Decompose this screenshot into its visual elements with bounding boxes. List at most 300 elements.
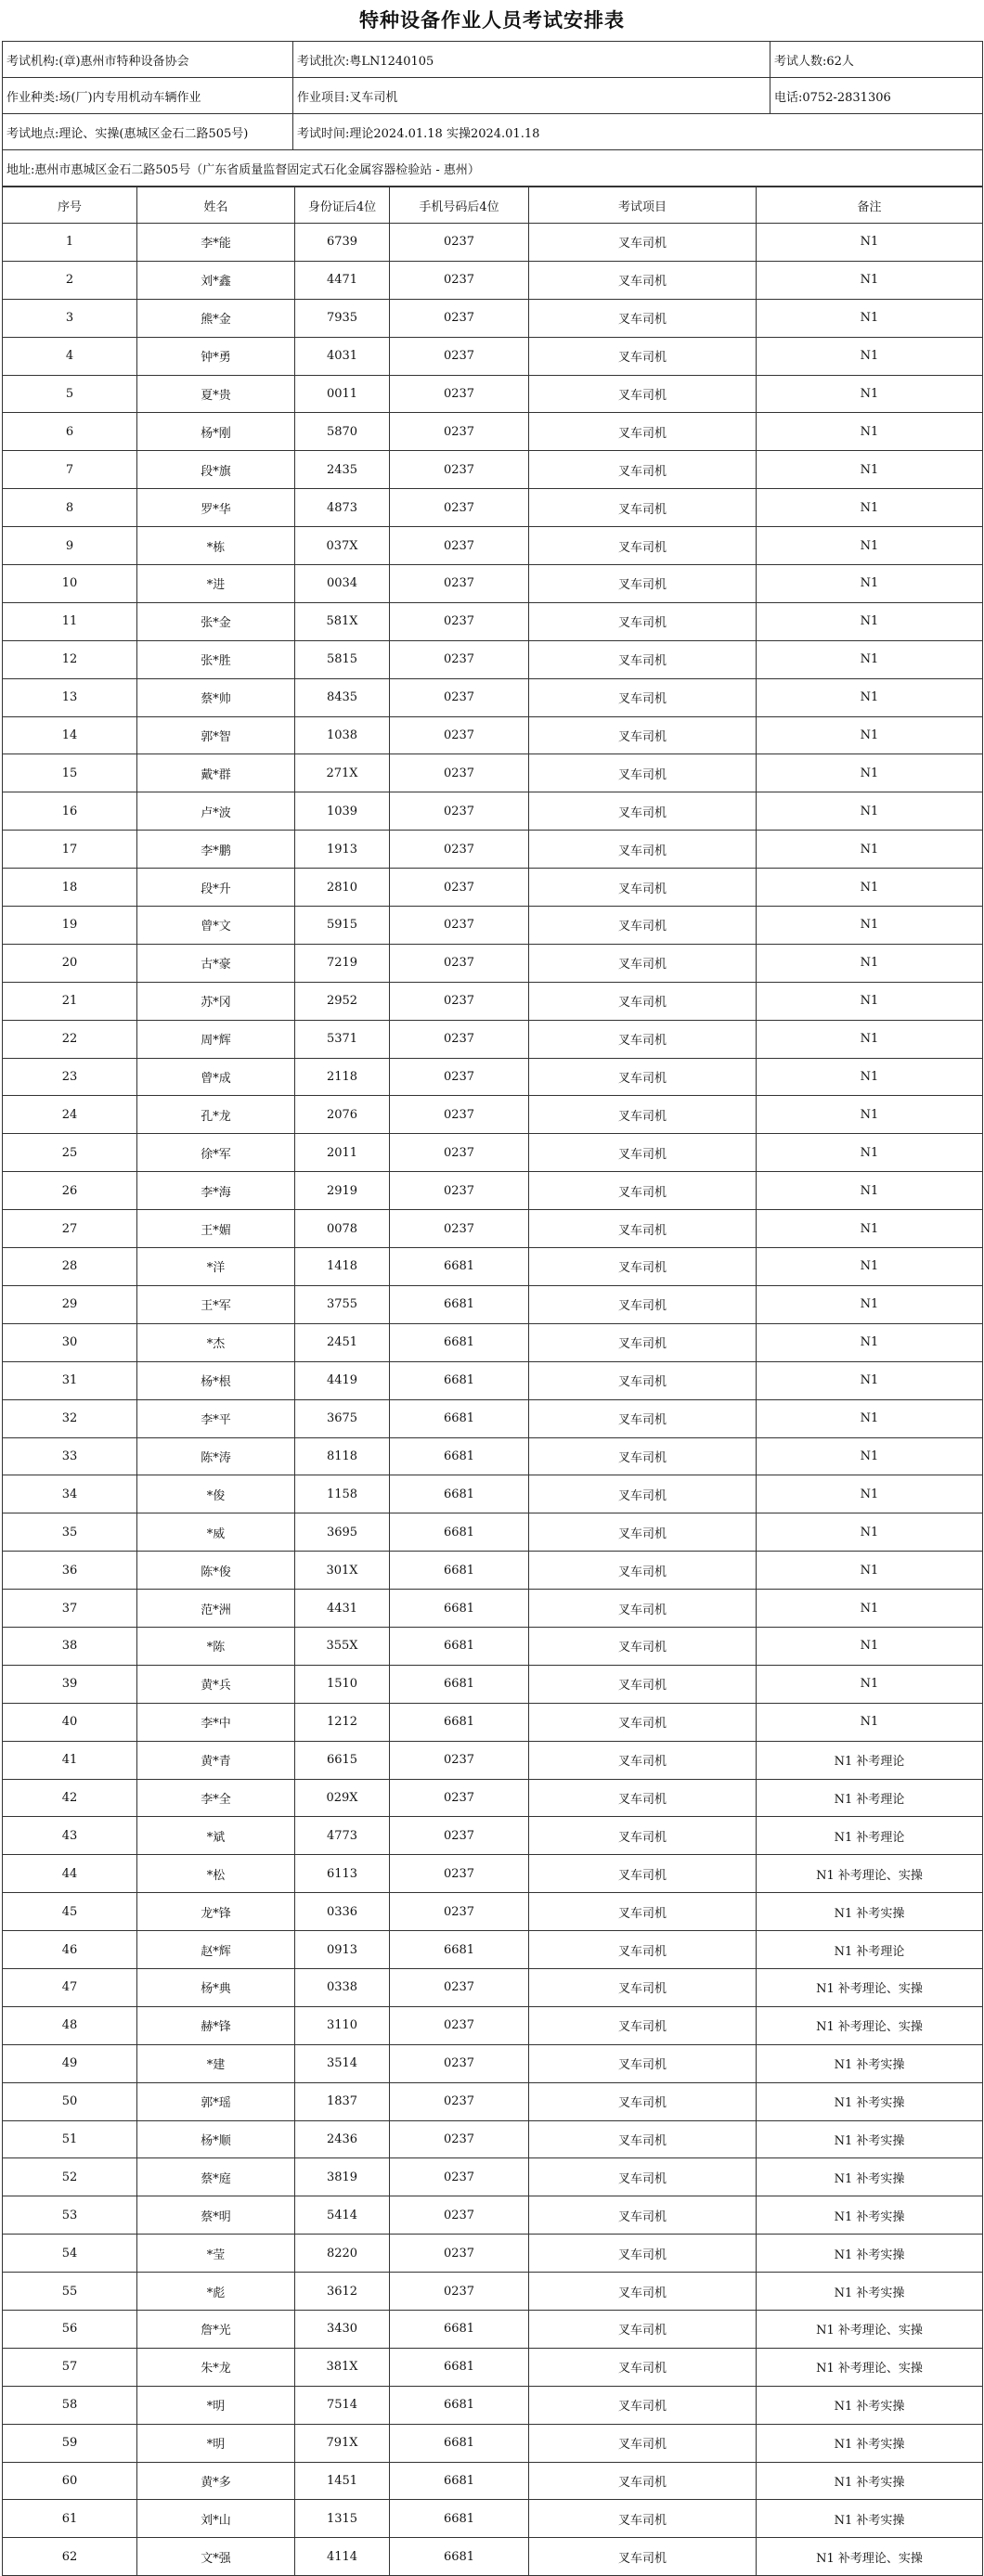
cell-phone-last4: 6681 bbox=[390, 1931, 529, 1969]
cell-exam-item: 叉车司机 bbox=[529, 2424, 757, 2462]
cell-seq: 33 bbox=[3, 1437, 137, 1475]
cell-remark: N1 bbox=[757, 1513, 983, 1552]
table-row bbox=[3, 1134, 983, 1172]
cell-phone-last4: 0237 bbox=[390, 982, 529, 1020]
cell-seq: 42 bbox=[3, 1779, 137, 1817]
cell-exam-item: 叉车司机 bbox=[529, 1855, 757, 1893]
cell-seq: 43 bbox=[3, 1817, 137, 1855]
cell-name: 刘*鑫 bbox=[137, 261, 295, 299]
table-row bbox=[3, 375, 983, 413]
cell-exam-item: 叉车司机 bbox=[529, 2120, 757, 2158]
header-remark: 备注 bbox=[757, 187, 983, 224]
table-row bbox=[3, 2120, 983, 2158]
cell-name: *明 bbox=[137, 2424, 295, 2462]
cell-name: 李*海 bbox=[137, 1172, 295, 1210]
cell-exam-item: 叉车司机 bbox=[529, 1361, 757, 1399]
cell-remark: N1 bbox=[757, 1552, 983, 1590]
cell-exam-item: 叉车司机 bbox=[529, 2235, 757, 2273]
table-row bbox=[3, 1741, 983, 1779]
cell-seq: 59 bbox=[3, 2424, 137, 2462]
table-row bbox=[3, 451, 983, 489]
cell-id-last4: 5414 bbox=[295, 2196, 390, 2235]
table-row bbox=[3, 1210, 983, 1248]
cell-name: 熊*金 bbox=[137, 299, 295, 337]
table-row bbox=[3, 678, 983, 716]
cell-phone-last4: 0237 bbox=[390, 2082, 529, 2120]
cell-id-last4: 4873 bbox=[295, 489, 390, 527]
cell-phone-last4: 0237 bbox=[390, 678, 529, 716]
cell-name: *洋 bbox=[137, 1248, 295, 1286]
exam-batch: 考试批次:粤LN1240105 bbox=[293, 42, 770, 78]
cell-phone-last4: 0237 bbox=[390, 1058, 529, 1096]
cell-phone-last4: 6681 bbox=[390, 1627, 529, 1665]
cell-seq: 14 bbox=[3, 716, 137, 754]
cell-exam-item: 叉车司机 bbox=[529, 451, 757, 489]
exam-time: 考试时间:理论2024.01.18 实操2024.01.18 bbox=[293, 114, 983, 150]
cell-phone-last4: 0237 bbox=[390, 754, 529, 792]
cell-id-last4: 5371 bbox=[295, 1020, 390, 1058]
cell-phone-last4: 6681 bbox=[390, 1590, 529, 1628]
cell-seq: 60 bbox=[3, 2462, 137, 2500]
cell-id-last4: 4773 bbox=[295, 1817, 390, 1855]
cell-remark: N1 bbox=[757, 489, 983, 527]
cell-phone-last4: 0237 bbox=[390, 337, 529, 375]
cell-remark: N1 bbox=[757, 1285, 983, 1323]
table-row bbox=[3, 1968, 983, 2006]
cell-id-last4: 5870 bbox=[295, 413, 390, 451]
cell-name: 赵*辉 bbox=[137, 1931, 295, 1969]
table-row bbox=[3, 716, 983, 754]
cell-id-last4: 0011 bbox=[295, 375, 390, 413]
cell-seq: 27 bbox=[3, 1210, 137, 1248]
table-row bbox=[3, 1437, 983, 1475]
cell-name: 孔*龙 bbox=[137, 1096, 295, 1134]
table-row bbox=[3, 1475, 983, 1513]
page-title: 特种设备作业人员考试安排表 bbox=[359, 8, 625, 32]
cell-name: *明 bbox=[137, 2386, 295, 2424]
header-exam-item: 考试项目 bbox=[529, 187, 757, 224]
table-row bbox=[3, 754, 983, 792]
info-row bbox=[3, 42, 983, 78]
cell-name: 曾*文 bbox=[137, 907, 295, 945]
cell-seq: 34 bbox=[3, 1475, 137, 1513]
cell-phone-last4: 0237 bbox=[390, 869, 529, 907]
cell-id-last4: 1212 bbox=[295, 1703, 390, 1741]
cell-phone-last4: 0237 bbox=[390, 716, 529, 754]
cell-id-last4: 7219 bbox=[295, 944, 390, 982]
cell-name: 龙*锋 bbox=[137, 1893, 295, 1931]
cell-phone-last4: 0237 bbox=[390, 907, 529, 945]
cell-id-last4: 3514 bbox=[295, 2044, 390, 2082]
cell-remark: N1 bbox=[757, 224, 983, 262]
cell-remark: N1 bbox=[757, 1665, 983, 1703]
cell-id-last4: 1913 bbox=[295, 831, 390, 869]
table-row bbox=[3, 1703, 983, 1741]
cell-id-last4: 2919 bbox=[295, 1172, 390, 1210]
cell-exam-item: 叉车司机 bbox=[529, 2310, 757, 2348]
cell-id-last4: 6615 bbox=[295, 1741, 390, 1779]
cell-seq: 11 bbox=[3, 602, 137, 640]
cell-exam-item: 叉车司机 bbox=[529, 2500, 757, 2538]
cell-remark: N1 bbox=[757, 1020, 983, 1058]
table-row bbox=[3, 1361, 983, 1399]
cell-name: 黄*多 bbox=[137, 2462, 295, 2500]
cell-exam-item: 叉车司机 bbox=[529, 261, 757, 299]
cell-name: 曾*成 bbox=[137, 1058, 295, 1096]
cell-seq: 36 bbox=[3, 1552, 137, 1590]
cell-seq: 44 bbox=[3, 1855, 137, 1893]
cell-remark: N1 bbox=[757, 1134, 983, 1172]
cell-remark: N1 补考理论、实操 bbox=[757, 2348, 983, 2386]
cell-remark: N1 补考实操 bbox=[757, 2044, 983, 2082]
cell-id-last4: 1837 bbox=[295, 2082, 390, 2120]
cell-exam-item: 叉车司机 bbox=[529, 2538, 757, 2576]
table-header-row bbox=[3, 187, 983, 224]
cell-phone-last4: 6681 bbox=[390, 1703, 529, 1741]
table-row bbox=[3, 1590, 983, 1628]
cell-name: 郭*智 bbox=[137, 716, 295, 754]
cell-phone-last4: 6681 bbox=[390, 1361, 529, 1399]
cell-remark: N1 bbox=[757, 451, 983, 489]
table-row bbox=[3, 565, 983, 603]
cell-phone-last4: 0237 bbox=[390, 489, 529, 527]
cell-seq: 2 bbox=[3, 261, 137, 299]
cell-remark: N1 补考实操 bbox=[757, 2462, 983, 2500]
cell-name: 朱*龙 bbox=[137, 2348, 295, 2386]
cell-phone-last4: 6681 bbox=[390, 1248, 529, 1286]
cell-id-last4: 2952 bbox=[295, 982, 390, 1020]
work-project: 作业项目:叉车司机 bbox=[293, 78, 770, 114]
cell-id-last4: 3819 bbox=[295, 2158, 390, 2196]
cell-exam-item: 叉车司机 bbox=[529, 2273, 757, 2311]
cell-id-last4: 0078 bbox=[295, 1210, 390, 1248]
cell-name: 杨*典 bbox=[137, 1968, 295, 2006]
cell-name: 李*中 bbox=[137, 1703, 295, 1741]
cell-exam-item: 叉车司机 bbox=[529, 2006, 757, 2044]
cell-exam-item: 叉车司机 bbox=[529, 1590, 757, 1628]
cell-id-last4: 8435 bbox=[295, 678, 390, 716]
cell-id-last4: 4419 bbox=[295, 1361, 390, 1399]
cell-name: 戴*群 bbox=[137, 754, 295, 792]
cell-name: 李*平 bbox=[137, 1399, 295, 1437]
cell-seq: 22 bbox=[3, 1020, 137, 1058]
cell-exam-item: 叉车司机 bbox=[529, 831, 757, 869]
cell-id-last4: 0338 bbox=[295, 1968, 390, 2006]
cell-seq: 46 bbox=[3, 1931, 137, 1969]
exam-org: 考试机构:(章)惠州市特种设备协会 bbox=[3, 42, 293, 78]
table-row bbox=[3, 944, 983, 982]
cell-seq: 4 bbox=[3, 337, 137, 375]
cell-id-last4: 5915 bbox=[295, 907, 390, 945]
table-row bbox=[3, 1552, 983, 1590]
cell-phone-last4: 0237 bbox=[390, 2044, 529, 2082]
cell-remark: N1 bbox=[757, 944, 983, 982]
cell-seq: 62 bbox=[3, 2538, 137, 2576]
cell-name: 黄*兵 bbox=[137, 1665, 295, 1703]
cell-exam-item: 叉车司机 bbox=[529, 1058, 757, 1096]
cell-seq: 9 bbox=[3, 527, 137, 565]
cell-exam-item: 叉车司机 bbox=[529, 1552, 757, 1590]
cell-remark: N1 bbox=[757, 982, 983, 1020]
cell-remark: N1 bbox=[757, 1475, 983, 1513]
cell-phone-last4: 6681 bbox=[390, 1475, 529, 1513]
cell-exam-item: 叉车司机 bbox=[529, 1893, 757, 1931]
cell-name: *莹 bbox=[137, 2235, 295, 2273]
cell-exam-item: 叉车司机 bbox=[529, 1741, 757, 1779]
cell-remark: N1 补考理论 bbox=[757, 1817, 983, 1855]
cell-id-last4: 6113 bbox=[295, 1855, 390, 1893]
cell-phone-last4: 6681 bbox=[390, 1399, 529, 1437]
cell-phone-last4: 0237 bbox=[390, 1134, 529, 1172]
cell-seq: 35 bbox=[3, 1513, 137, 1552]
cell-exam-item: 叉车司机 bbox=[529, 907, 757, 945]
cell-name: *杰 bbox=[137, 1323, 295, 1361]
cell-id-last4: 0034 bbox=[295, 565, 390, 603]
cell-phone-last4: 6681 bbox=[390, 2538, 529, 2576]
cell-seq: 38 bbox=[3, 1627, 137, 1665]
cell-seq: 47 bbox=[3, 1968, 137, 2006]
cell-phone-last4: 0237 bbox=[390, 299, 529, 337]
table-row bbox=[3, 489, 983, 527]
cell-id-last4: 8118 bbox=[295, 1437, 390, 1475]
cell-phone-last4: 0237 bbox=[390, 451, 529, 489]
cell-name: 杨*根 bbox=[137, 1361, 295, 1399]
cell-remark: N1 补考实操 bbox=[757, 2082, 983, 2120]
table-row bbox=[3, 2386, 983, 2424]
cell-id-last4: 2810 bbox=[295, 869, 390, 907]
cell-name: 段*升 bbox=[137, 869, 295, 907]
table-row bbox=[3, 1665, 983, 1703]
info-row bbox=[3, 150, 983, 187]
cell-exam-item: 叉车司机 bbox=[529, 1399, 757, 1437]
cell-seq: 61 bbox=[3, 2500, 137, 2538]
cell-id-last4: 791X bbox=[295, 2424, 390, 2462]
table-row bbox=[3, 261, 983, 299]
cell-name: 陈*俊 bbox=[137, 1552, 295, 1590]
cell-phone-last4: 0237 bbox=[390, 640, 529, 678]
cell-name: 赫*锋 bbox=[137, 2006, 295, 2044]
cell-id-last4: 2435 bbox=[295, 451, 390, 489]
table-row bbox=[3, 2348, 983, 2386]
cell-remark: N1 bbox=[757, 299, 983, 337]
cell-id-last4: 0336 bbox=[295, 1893, 390, 1931]
cell-exam-item: 叉车司机 bbox=[529, 299, 757, 337]
cell-exam-item: 叉车司机 bbox=[529, 1703, 757, 1741]
cell-phone-last4: 0237 bbox=[390, 224, 529, 262]
cell-remark: N1 补考理论、实操 bbox=[757, 2310, 983, 2348]
cell-phone-last4: 0237 bbox=[390, 261, 529, 299]
cell-id-last4: 1158 bbox=[295, 1475, 390, 1513]
cell-exam-item: 叉车司机 bbox=[529, 1020, 757, 1058]
cell-id-last4: 581X bbox=[295, 602, 390, 640]
cell-phone-last4: 0237 bbox=[390, 1817, 529, 1855]
cell-seq: 45 bbox=[3, 1893, 137, 1931]
table-row bbox=[3, 602, 983, 640]
cell-remark: N1 补考理论、实操 bbox=[757, 2538, 983, 2576]
cell-exam-item: 叉车司机 bbox=[529, 2348, 757, 2386]
cell-exam-item: 叉车司机 bbox=[529, 2044, 757, 2082]
cell-seq: 18 bbox=[3, 869, 137, 907]
cell-phone-last4: 0237 bbox=[390, 792, 529, 831]
cell-name: *陈 bbox=[137, 1627, 295, 1665]
cell-phone-last4: 6681 bbox=[390, 1437, 529, 1475]
cell-name: 蔡*庭 bbox=[137, 2158, 295, 2196]
cell-id-last4: 5815 bbox=[295, 640, 390, 678]
cell-remark: N1 补考实操 bbox=[757, 2158, 983, 2196]
cell-phone-last4: 0237 bbox=[390, 1855, 529, 1893]
cell-phone-last4: 6681 bbox=[390, 1285, 529, 1323]
cell-exam-item: 叉车司机 bbox=[529, 2386, 757, 2424]
cell-remark: N1 bbox=[757, 640, 983, 678]
cell-remark: N1 bbox=[757, 1172, 983, 1210]
table-row bbox=[3, 2310, 983, 2348]
cell-exam-item: 叉车司机 bbox=[529, 1665, 757, 1703]
cell-exam-item: 叉车司机 bbox=[529, 1779, 757, 1817]
cell-seq: 50 bbox=[3, 2082, 137, 2120]
cell-phone-last4: 0237 bbox=[390, 1893, 529, 1931]
cell-name: 杨*顺 bbox=[137, 2120, 295, 2158]
cell-name: 黄*青 bbox=[137, 1741, 295, 1779]
cell-exam-item: 叉车司机 bbox=[529, 337, 757, 375]
table-row bbox=[3, 1172, 983, 1210]
cell-exam-item: 叉车司机 bbox=[529, 602, 757, 640]
table-row bbox=[3, 869, 983, 907]
cell-exam-item: 叉车司机 bbox=[529, 1968, 757, 2006]
cell-remark: N1 补考理论、实操 bbox=[757, 1855, 983, 1893]
cell-remark: N1 补考理论、实操 bbox=[757, 2006, 983, 2044]
cell-seq: 48 bbox=[3, 2006, 137, 2044]
table-row bbox=[3, 224, 983, 262]
cell-exam-item: 叉车司机 bbox=[529, 1285, 757, 1323]
table-row bbox=[3, 1323, 983, 1361]
cell-id-last4: 2118 bbox=[295, 1058, 390, 1096]
cell-seq: 53 bbox=[3, 2196, 137, 2235]
table-row bbox=[3, 2462, 983, 2500]
cell-exam-item: 叉车司机 bbox=[529, 754, 757, 792]
cell-id-last4: 8220 bbox=[295, 2235, 390, 2273]
cell-phone-last4: 0237 bbox=[390, 2120, 529, 2158]
cell-id-last4: 7935 bbox=[295, 299, 390, 337]
cell-remark: N1 bbox=[757, 792, 983, 831]
cell-remark: N1 bbox=[757, 261, 983, 299]
cell-phone-last4: 0237 bbox=[390, 527, 529, 565]
cell-seq: 17 bbox=[3, 831, 137, 869]
exam-info-table bbox=[2, 41, 983, 187]
cell-name: 蔡*帅 bbox=[137, 678, 295, 716]
cell-seq: 7 bbox=[3, 451, 137, 489]
cell-id-last4: 1418 bbox=[295, 1248, 390, 1286]
cell-id-last4: 4471 bbox=[295, 261, 390, 299]
cell-name: 张*胜 bbox=[137, 640, 295, 678]
cell-seq: 16 bbox=[3, 792, 137, 831]
header-name: 姓名 bbox=[137, 187, 295, 224]
table-row bbox=[3, 1285, 983, 1323]
cell-name: 刘*山 bbox=[137, 2500, 295, 2538]
cell-remark: N1 bbox=[757, 1210, 983, 1248]
cell-seq: 41 bbox=[3, 1741, 137, 1779]
cell-exam-item: 叉车司机 bbox=[529, 1210, 757, 1248]
cell-name: 文*强 bbox=[137, 2538, 295, 2576]
cell-seq: 29 bbox=[3, 1285, 137, 1323]
header-phone-last4: 手机号码后4位 bbox=[390, 187, 529, 224]
cell-name: 王*媚 bbox=[137, 1210, 295, 1248]
table-row bbox=[3, 2196, 983, 2235]
cell-phone-last4: 6681 bbox=[390, 1513, 529, 1552]
cell-remark: N1 bbox=[757, 907, 983, 945]
cell-remark: N1 bbox=[757, 831, 983, 869]
cell-seq: 3 bbox=[3, 299, 137, 337]
cell-phone-last4: 6681 bbox=[390, 2424, 529, 2462]
cell-id-last4: 2076 bbox=[295, 1096, 390, 1134]
cell-exam-item: 叉车司机 bbox=[529, 869, 757, 907]
header-seq: 序号 bbox=[3, 187, 137, 224]
cell-remark: N1 bbox=[757, 337, 983, 375]
cell-exam-item: 叉车司机 bbox=[529, 1627, 757, 1665]
cell-id-last4: 3675 bbox=[295, 1399, 390, 1437]
cell-phone-last4: 0237 bbox=[390, 2196, 529, 2235]
cell-phone-last4: 0237 bbox=[390, 1172, 529, 1210]
cell-remark: N1 bbox=[757, 1096, 983, 1134]
cell-id-last4: 1038 bbox=[295, 716, 390, 754]
cell-id-last4: 271X bbox=[295, 754, 390, 792]
cell-exam-item: 叉车司机 bbox=[529, 224, 757, 262]
cell-id-last4: 029X bbox=[295, 1779, 390, 1817]
cell-seq: 30 bbox=[3, 1323, 137, 1361]
cell-id-last4: 3612 bbox=[295, 2273, 390, 2311]
cell-remark: N1 补考理论 bbox=[757, 1931, 983, 1969]
cell-seq: 49 bbox=[3, 2044, 137, 2082]
cell-seq: 26 bbox=[3, 1172, 137, 1210]
table-row bbox=[3, 1779, 983, 1817]
cell-exam-item: 叉车司机 bbox=[529, 716, 757, 754]
cell-remark: N1 bbox=[757, 1058, 983, 1096]
cell-remark: N1 bbox=[757, 1323, 983, 1361]
table-row bbox=[3, 527, 983, 565]
cell-id-last4: 1510 bbox=[295, 1665, 390, 1703]
cell-remark: N1 bbox=[757, 527, 983, 565]
cell-exam-item: 叉车司机 bbox=[529, 1172, 757, 1210]
cell-phone-last4: 6681 bbox=[390, 1323, 529, 1361]
cell-seq: 37 bbox=[3, 1590, 137, 1628]
table-row bbox=[3, 2044, 983, 2082]
cell-exam-item: 叉车司机 bbox=[529, 1096, 757, 1134]
cell-name: 周*辉 bbox=[137, 1020, 295, 1058]
cell-seq: 52 bbox=[3, 2158, 137, 2196]
cell-name: *俊 bbox=[137, 1475, 295, 1513]
cell-exam-item: 叉车司机 bbox=[529, 1134, 757, 1172]
cell-exam-item: 叉车司机 bbox=[529, 2082, 757, 2120]
cell-exam-item: 叉车司机 bbox=[529, 678, 757, 716]
cell-phone-last4: 6681 bbox=[390, 1665, 529, 1703]
cell-exam-item: 叉车司机 bbox=[529, 640, 757, 678]
cell-exam-item: 叉车司机 bbox=[529, 2158, 757, 2196]
cell-remark: N1 bbox=[757, 565, 983, 603]
candidate-table bbox=[2, 187, 983, 2576]
table-row bbox=[3, 1931, 983, 1969]
cell-remark: N1 补考实操 bbox=[757, 2424, 983, 2462]
table-row bbox=[3, 2538, 983, 2576]
table-row bbox=[3, 1893, 983, 1931]
info-row bbox=[3, 114, 983, 150]
cell-remark: N1 bbox=[757, 413, 983, 451]
cell-seq: 40 bbox=[3, 1703, 137, 1741]
cell-exam-item: 叉车司机 bbox=[529, 982, 757, 1020]
table-row bbox=[3, 640, 983, 678]
table-row bbox=[3, 1058, 983, 1096]
cell-seq: 31 bbox=[3, 1361, 137, 1399]
cell-id-last4: 2011 bbox=[295, 1134, 390, 1172]
cell-name: 古*豪 bbox=[137, 944, 295, 982]
